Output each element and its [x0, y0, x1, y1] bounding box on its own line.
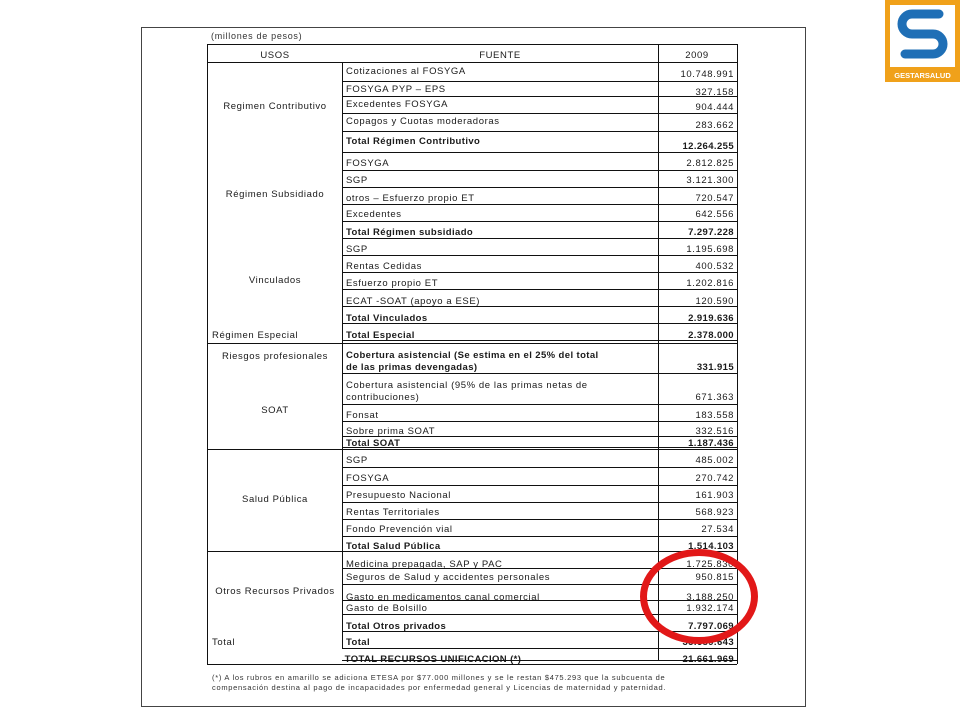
- table-rule: [342, 536, 737, 537]
- fuente-label: Fondo Prevención vial: [346, 524, 453, 535]
- table-rule: [342, 204, 737, 205]
- value-cell: 331.915: [696, 362, 734, 373]
- table-rule: [342, 96, 737, 97]
- value-cell: 400.532: [695, 261, 734, 272]
- footnote-line: (*) A los rubros en amarillo se adiciona ETESA por $77.000 millones y se le restan $475.293 que la subcuenta de: [212, 673, 666, 682]
- table-rule: [342, 648, 737, 649]
- footnote-line: compensación destina al pago de incapacidades por enfermedad general y Licencias de maternidad y paternidad.: [212, 683, 667, 692]
- table-rule: [342, 447, 737, 448]
- table-rule: [342, 421, 737, 422]
- fuente-label: Sobre prima SOAT: [346, 426, 436, 437]
- usos-group: Total: [212, 637, 236, 648]
- value-cell: 1.202.816: [686, 278, 734, 289]
- table-rule: [342, 323, 737, 324]
- grand-total-label: TOTAL RECURSOS UNIFICACION (*): [344, 654, 522, 665]
- fuente-label: SGP: [346, 175, 368, 186]
- table-rule: [342, 62, 343, 649]
- table-rule: [342, 81, 737, 82]
- fuente-label: Excedentes: [346, 209, 402, 220]
- fuente-label: Total Salud Pública: [346, 541, 441, 552]
- table-rule: [342, 373, 737, 374]
- table-rule: [342, 485, 737, 486]
- table-rule: [342, 502, 737, 503]
- value-cell: 642.556: [695, 209, 734, 220]
- fuente-label: Rentas Cedidas: [346, 261, 422, 272]
- value-cell: 2.919.636: [688, 313, 734, 324]
- value-cell: 332.516: [695, 426, 734, 437]
- table-rule: [342, 289, 737, 290]
- red-highlight-circle: [640, 549, 758, 644]
- value-cell: 120.590: [695, 296, 734, 307]
- value-cell: 671.363: [695, 392, 734, 403]
- header-fuente: FUENTE: [479, 50, 521, 61]
- fuente-label: Total SOAT: [346, 438, 401, 449]
- table-rule: [342, 306, 737, 307]
- usos-group: Riesgos profesionales: [221, 351, 329, 362]
- fuente-label: Total Régimen subsidiado: [346, 227, 474, 238]
- value-cell: 1.514.103: [688, 541, 734, 552]
- fuente-label: Excedentes FOSYGA: [346, 99, 449, 110]
- value-cell: 270.742: [695, 473, 734, 484]
- table-rule: [658, 44, 659, 62]
- value-cell: 7.297.228: [688, 227, 734, 238]
- fuente-label: Total Otros privados: [346, 621, 447, 632]
- fuente-label: Copagos y Cuotas moderadoras: [346, 116, 500, 127]
- value-cell: 327.158: [695, 87, 734, 98]
- fuente-label-continued: de las primas devengadas): [346, 362, 478, 373]
- fuente-label: Cobertura asistencial (Se estima en el 25% del total: [346, 350, 599, 361]
- value-cell: 1.932.174: [686, 603, 734, 614]
- table-rule: [207, 44, 737, 45]
- value-cell: 2.378.000: [688, 330, 734, 341]
- table-rule: [342, 152, 737, 153]
- value-cell: 1.195.698: [686, 244, 734, 255]
- value-cell: 283.662: [695, 120, 734, 131]
- value-cell: 7.797.069: [688, 621, 734, 632]
- header-year: 2009: [685, 50, 709, 61]
- table-rule: [342, 131, 737, 132]
- fuente-label: SGP: [346, 244, 368, 255]
- value-cell: 161.903: [695, 490, 734, 501]
- usos-group: Otros Recursos Privados: [215, 586, 335, 597]
- table-rule: [342, 170, 737, 171]
- grand-total-value: 21.661.969: [682, 654, 734, 665]
- fuente-label: SGP: [346, 455, 368, 466]
- table-rule: [342, 255, 737, 256]
- fuente-label: Total Vinculados: [346, 313, 428, 324]
- table-rule: [342, 436, 737, 437]
- usos-group: Vinculados: [248, 275, 302, 286]
- fuente-label: Gasto en medicamentos canal comercial: [346, 592, 540, 603]
- table-rule: [342, 238, 737, 239]
- table-rule: [342, 660, 737, 661]
- table-rule: [207, 44, 208, 664]
- usos-group: Salud Pública: [242, 494, 308, 505]
- usos-group: Régimen Especial: [212, 330, 299, 341]
- gestarsalud-logo: [885, 0, 960, 82]
- table-rule: [342, 272, 737, 273]
- value-cell: 950.815: [695, 572, 734, 583]
- value-cell: 568.923: [695, 507, 734, 518]
- fuente-label: Fonsat: [346, 410, 379, 421]
- value-cell: 35.689.643: [682, 637, 734, 648]
- fuente-label: Gasto de Bolsillo: [346, 603, 428, 614]
- value-cell: 720.547: [695, 193, 734, 204]
- table-rule: [342, 519, 737, 520]
- table-rule: [342, 113, 737, 114]
- value-cell: 2.812.825: [686, 158, 734, 169]
- table-rule: [342, 404, 737, 405]
- units-caption: (millones de pesos): [211, 31, 303, 41]
- value-cell: 3.188.250: [686, 592, 734, 603]
- fuente-label: Presupuesto Nacional: [346, 490, 451, 501]
- table-rule: [342, 221, 737, 222]
- fuente-label: FOSYGA: [346, 473, 390, 484]
- svg-text:GESTARSALUD: GESTARSALUD: [894, 71, 951, 80]
- value-cell: 27.534: [701, 524, 734, 535]
- fuente-label: FOSYGA PYP – EPS: [346, 84, 446, 95]
- fuente-label: Cobertura asistencial (95% de las primas netas de: [346, 380, 588, 391]
- value-cell: 3.121.300: [686, 175, 734, 186]
- fuente-label-continued: contribuciones): [346, 392, 420, 403]
- fuente-label: Total Régimen Contributivo: [346, 136, 481, 147]
- header-usos: USOS: [260, 50, 290, 61]
- fuente-label: ECAT -SOAT (apoyo a ESE): [346, 296, 481, 307]
- fuente-label: Esfuerzo propio ET: [346, 278, 439, 289]
- value-cell: 485.002: [695, 455, 734, 466]
- table-rule: [342, 467, 737, 468]
- usos-group: Regimen Contributivo: [223, 101, 327, 112]
- value-cell: 1.187.436: [688, 438, 734, 449]
- fuente-label: Total: [346, 637, 370, 648]
- value-cell: 12.264.255: [682, 141, 734, 152]
- fuente-label: Seguros de Salud y accidentes personales: [346, 572, 551, 583]
- value-cell: 904.444: [695, 102, 734, 113]
- fuente-label: Medicina prepagada, SAP y PAC: [346, 559, 503, 570]
- usos-group: Régimen Subsidiado: [225, 189, 325, 200]
- table-rule: [342, 187, 737, 188]
- value-cell: 1.725.830: [686, 559, 734, 570]
- fuente-label: Total Especial: [346, 330, 415, 341]
- fuente-label: Rentas Territoriales: [346, 507, 440, 518]
- fuente-label: Cotizaciones al FOSYGA: [346, 66, 466, 77]
- usos-group: SOAT: [261, 405, 289, 416]
- fuente-label: otros – Esfuerzo propio ET: [346, 193, 475, 204]
- value-cell: 10.748.991: [680, 69, 734, 80]
- table-rule: [207, 664, 737, 665]
- value-cell: 183.558: [695, 410, 734, 421]
- fuente-label: FOSYGA: [346, 158, 390, 169]
- table-rule: [342, 340, 737, 341]
